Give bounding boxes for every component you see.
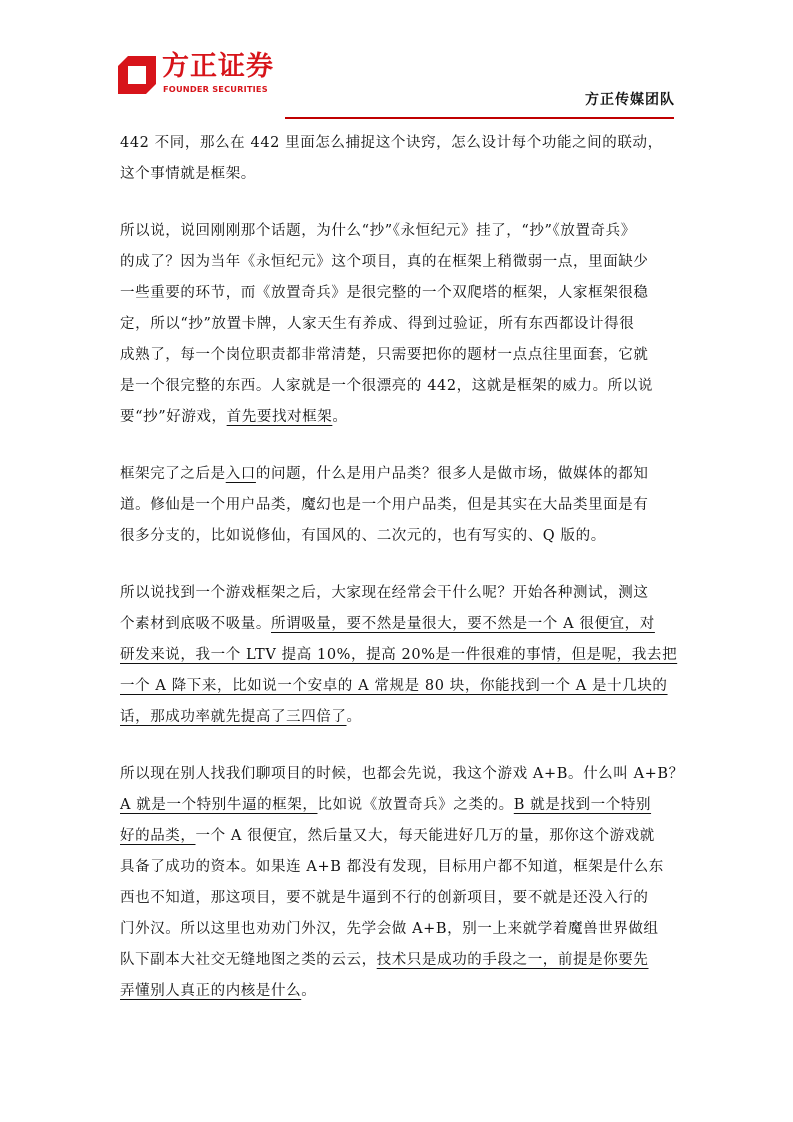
- text-line: [120, 883, 680, 914]
- paragraph: [120, 759, 684, 1007]
- text-segment: 很多分支的，比如说修仙，有国风的、二次元的，也有写实的、Q 版的。: [120, 528, 606, 544]
- text-line: [120, 640, 680, 671]
- text-segment: 道。修仙是一个用户品类，魔幻也是一个用户品类，但是其实在大品类里面是有: [120, 497, 649, 513]
- text-line: [120, 247, 680, 278]
- text-segment: 442 不同，那么在 442 里面怎么捕捉这个诀窍，怎么设计每个功能之间的联动，: [120, 135, 663, 151]
- underlined-text: 弄懂别人真正的内核是什么: [120, 983, 302, 999]
- text-line: [120, 521, 680, 552]
- text-line: [120, 371, 680, 402]
- underlined-text: A 就是一个特别牛逼的框架，: [120, 797, 318, 813]
- text-segment: 定，所以“抄”放置卡牌，人家天生有养成、得到过验证，所有东西都设计得很: [120, 316, 635, 332]
- text-segment: 要“抄”好游戏，: [120, 409, 227, 425]
- text-line: [120, 790, 680, 821]
- header-divider: [285, 117, 674, 119]
- text-segment: 。: [332, 409, 348, 425]
- text-segment: 这个事情就是框架。: [120, 166, 256, 182]
- text-line: [120, 671, 680, 702]
- text-segment: 所以说，说回刚刚那个话题，为什么“抄”《永恒纪元》挂了，“抄”《放置奇兵》: [120, 223, 636, 239]
- logo-english-name: FOUNDER SECURITIES: [163, 84, 268, 94]
- underlined-text: 首先要找对框架: [226, 409, 333, 425]
- document-body: [120, 128, 684, 1033]
- text-line: [120, 914, 680, 945]
- text-segment: 一些重要的环节，而《放置奇兵》是很完整的一个双爬塔的框架，人家框架很稳: [120, 285, 649, 301]
- underlined-text: 话，那成功率就先提高了三四倍了: [120, 709, 347, 725]
- text-line: [120, 945, 680, 976]
- text-line: [120, 128, 680, 159]
- underlined-text: 研发来说，我一个 LTV 提高 10%，提高 20%是一件很难的事情，但是呢，我去把: [120, 647, 678, 663]
- text-segment: 门外汉。所以这里也劝劝门外汉，先学会做 A+B，别一上来就学着魔兽世界做组: [120, 921, 659, 937]
- underlined-text: 入口: [225, 466, 256, 482]
- text-segment: 成熟了，每一个岗位职责都非常清楚，只需要把你的题材一点点往里面套，它就: [120, 347, 649, 363]
- text-line: [120, 976, 680, 1007]
- underlined-text: 好的品类，: [120, 828, 196, 844]
- text-line: [120, 340, 680, 371]
- text-segment: 框架完了之后是: [120, 466, 226, 482]
- paragraph: [120, 216, 680, 433]
- text-segment: 的问题，什么是用户品类？很多人是做市场，做媒体的都知: [255, 466, 649, 482]
- text-line: [120, 159, 680, 190]
- team-name: 方正传媒团队: [585, 92, 675, 108]
- text-line: [120, 459, 680, 490]
- text-line: [120, 216, 680, 247]
- underlined-text: 所谓吸量，要不然是量很大，要不然是一个 A 很便宜，对: [271, 616, 655, 632]
- paragraph: [120, 128, 680, 190]
- text-line: [120, 402, 680, 433]
- text-line: [120, 759, 684, 790]
- text-segment: 比如说《放置奇兵》之类的。: [317, 797, 514, 813]
- paragraph: [120, 459, 680, 552]
- text-line: [120, 490, 680, 521]
- underlined-text: B 就是找到一个特别: [513, 797, 652, 813]
- text-segment: 的成了？因为当年《永恒纪元》这个项目，真的在框架上稍微弱一点，里面缺少: [120, 254, 649, 270]
- logo-mark-icon: [118, 56, 156, 94]
- paragraph: [120, 578, 680, 733]
- text-line: [120, 578, 680, 609]
- text-segment: 。: [301, 983, 317, 999]
- text-segment: 。: [346, 709, 362, 725]
- text-segment: 所以说找到一个游戏框架之后，大家现在经常会干什么呢？开始各种测试，测这: [120, 585, 649, 601]
- underlined-text: 一个 A 降下来，比如说一个安卓的 A 常规是 80 块，你能找到一个 A 是十几块的: [120, 678, 668, 694]
- text-line: [120, 852, 680, 883]
- text-line: [120, 821, 680, 852]
- text-segment: 是一个很完整的东西。人家就是一个很漂亮的 442，这就是框架的威力。所以说: [120, 378, 653, 394]
- text-segment: 所以现在别人找我们聊项目的时候，也都会先说，我这个游戏 A+B。什么叫 A+B？: [120, 766, 684, 782]
- text-line: [120, 309, 680, 340]
- page-header: [0, 0, 793, 125]
- text-segment: 一个 A 很便宜，然后量又大，每天能进好几万的量，那你这个游戏就: [195, 828, 655, 844]
- founder-securities-logo: [118, 52, 288, 98]
- text-segment: 个素材到底吸不吸量。: [120, 616, 271, 632]
- text-segment: 队下副本大社交无缝地图之类的云云，: [120, 952, 377, 968]
- text-line: [120, 278, 680, 309]
- text-line: [120, 609, 680, 640]
- text-segment: 具备了成功的资本。如果连 A+B 都没有发现，目标用户都不知道，框架是什么东: [120, 859, 664, 875]
- underlined-text: 技术只是成功的手段之一，前提是你要先: [376, 952, 649, 968]
- logo-chinese-name: 方正证券: [162, 51, 274, 82]
- text-line: [120, 702, 680, 733]
- text-segment: 西也不知道，那这项目，要不就是牛逼到不行的创新项目，要不就是还没入行的: [120, 890, 649, 906]
